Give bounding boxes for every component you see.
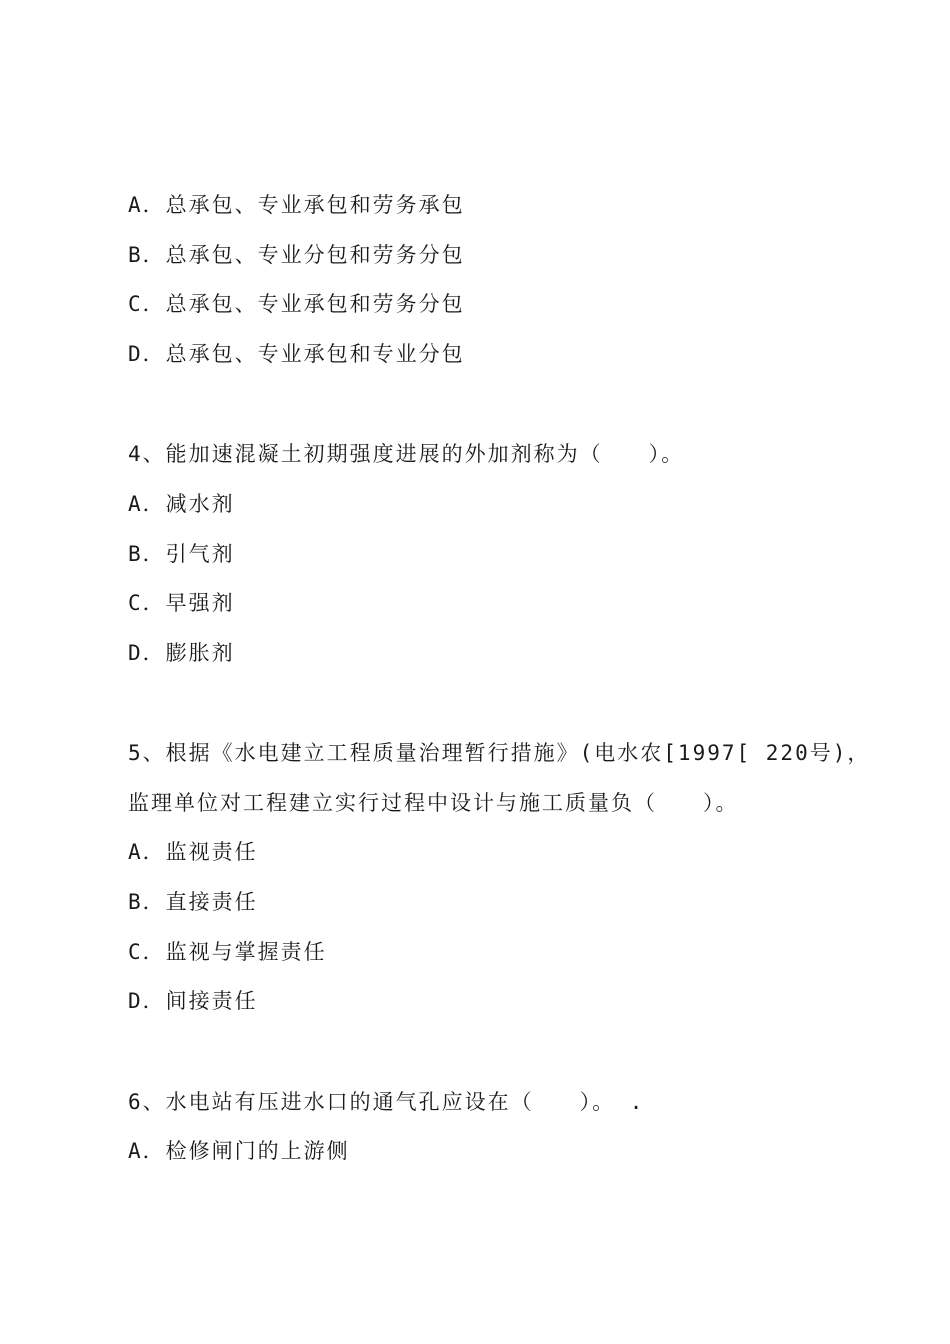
q5-option-b: B．直接责任 [128, 890, 258, 914]
q5-stem-line2: 监理单位对工程建立实行过程中设计与施工质量负（ ）。 [128, 791, 739, 815]
q3-option-b: B．总承包、专业分包和劳务分包 [128, 243, 465, 267]
q4-stem: 4、能加速混凝土初期强度进展的外加剂称为（ ）。 [128, 442, 685, 466]
q3-option-c: C．总承包、专业承包和劳务分包 [128, 292, 465, 316]
q4-option-c: C．早强剂 [128, 591, 235, 615]
q5-option-d: D．间接责任 [128, 989, 258, 1013]
q4-option-b: B．引气剂 [128, 542, 235, 566]
q3-option-a: A．总承包、专业承包和劳务承包 [128, 193, 465, 217]
q4-option-d: D．膨胀剂 [128, 641, 235, 665]
q5-option-c: C．监视与掌握责任 [128, 940, 327, 964]
q4-option-a: A．减水剂 [128, 492, 235, 516]
q3-option-d: D．总承包、专业承包和专业分包 [128, 342, 465, 366]
q6-stem: 6、水电站有压进水口的通气孔应设在（ ）。 . [128, 1090, 645, 1114]
q5-stem-line1: 5、根据《水电建立工程质量治理暂行措施》(电水农[1997[ 220号)， [128, 741, 871, 765]
q5-option-a: A．监视责任 [128, 840, 258, 864]
q6-option-a: A．检修闸门的上游侧 [128, 1139, 350, 1163]
